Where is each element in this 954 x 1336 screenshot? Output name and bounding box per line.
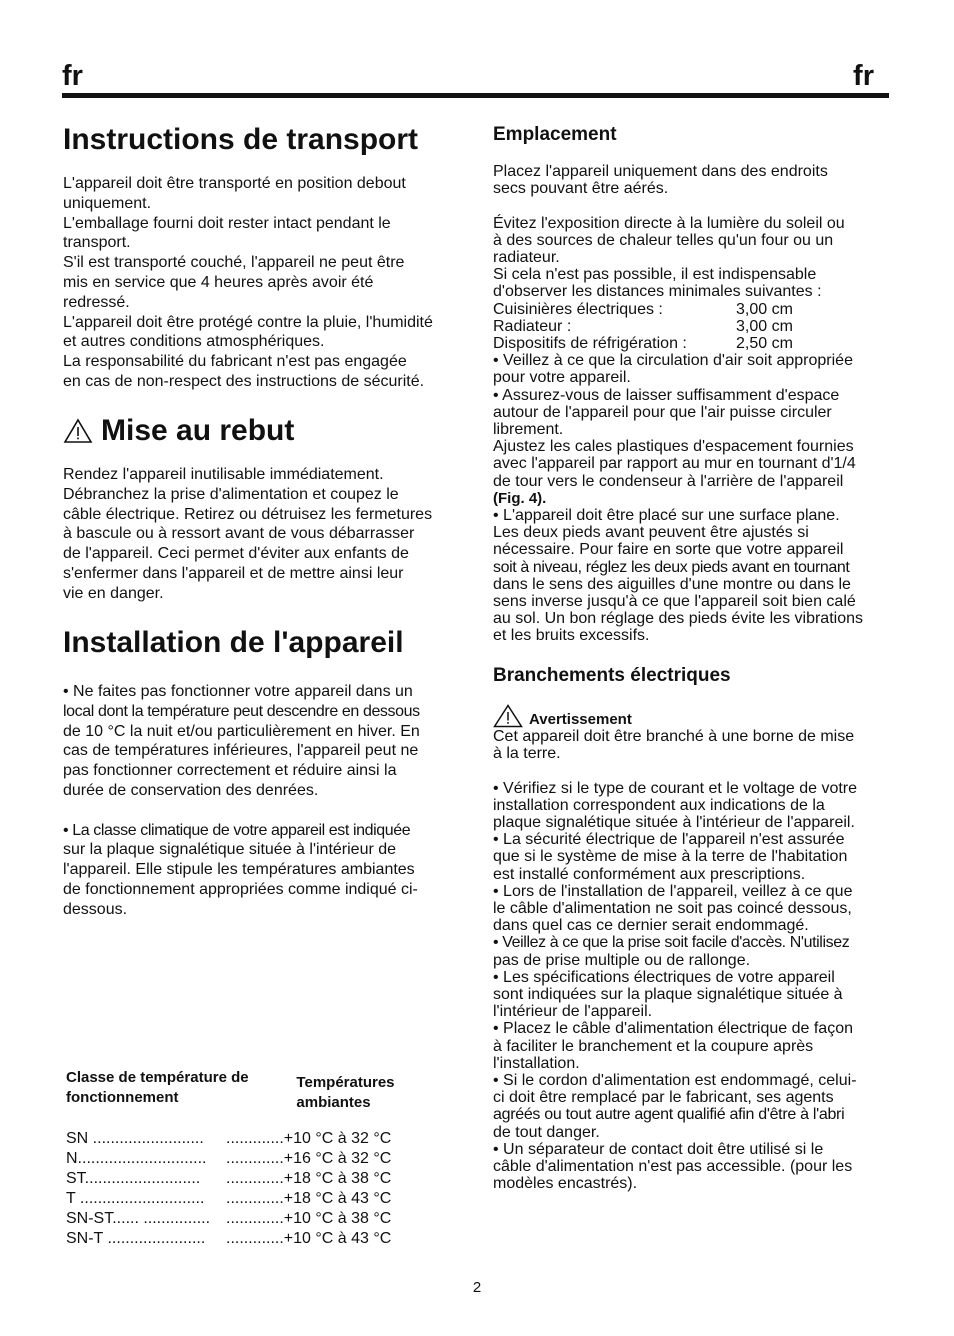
text-line: l'intérieur de l'appareil. (493, 1003, 653, 1021)
text-line: redressé. (63, 293, 130, 311)
distance-value: 3,00 cm (736, 317, 793, 335)
text-line: local dont la température peut descendre en dessous (63, 702, 420, 720)
text-line: à bascule ou à ressort avant de vous débarrasser (63, 525, 415, 543)
text-line: que si le système de mise à la terre de l'habitation (493, 848, 848, 866)
distance-label: Radiateur : (493, 317, 572, 335)
emplacement-title: Emplacement (493, 124, 617, 145)
climate-class: T ............................ (66, 1190, 205, 1207)
text-line: durée de conservation des denrées. (63, 781, 319, 799)
text-line: • Veillez à ce que la circulation d'air soit appropriée (493, 352, 853, 370)
warning-icon (63, 418, 93, 444)
text-line: l'installation. (493, 1054, 580, 1072)
text-line: l'appareil. Elle stipule les températures ambiantes (63, 861, 415, 879)
temperature-range: .............+16 °C à 32 °C (226, 1150, 392, 1167)
distance-row (493, 335, 893, 352)
distance-label: Cuisinières électriques : (493, 300, 663, 318)
climate-class-table (66, 1068, 466, 1249)
text-line: câble d'alimentation n'est pas accessible. (pour les (493, 1158, 853, 1176)
text-line: dessous. (63, 900, 128, 918)
warning-label: Avertissement (529, 711, 632, 728)
text-line: modèles encastrés). (493, 1175, 638, 1193)
text-line: S'il est transporté couché, l'appareil ne peut être (63, 254, 405, 272)
text-line: de tout danger. (493, 1123, 600, 1141)
text-line: s'enfermer dans l'appareil et de mettre ainsi leur (63, 564, 404, 582)
temperature-range: .............+18 °C à 43 °C (226, 1190, 392, 1207)
climate-class: SN ......................... (66, 1130, 204, 1147)
temperature-range: .............+10 °C à 32 °C (226, 1130, 392, 1147)
text-line: La responsabilité du fabricant n'est pas engagée (63, 353, 407, 371)
electrical-bullets (493, 780, 893, 1193)
text-line: agréés ou tout autre agent qualifié afin d'être à l'abri (493, 1106, 845, 1124)
text-line: nécessaire. Pour faire en sorte que votre appareil (493, 541, 844, 559)
distance-label: Dispositifs de réfrigération : (493, 335, 687, 353)
text-line: ci doit être remplacé par le fabricant, ses agents (493, 1089, 834, 1107)
header-class-line-1: Classe de température de (66, 1069, 249, 1086)
temperature-range: .............+18 °C à 38 °C (226, 1170, 392, 1187)
distance-value: 2,50 cm (736, 335, 793, 353)
text-line: Ajustez les cales plastiques d'espacement fournies (493, 438, 854, 456)
transport-title: Instructions de transport (63, 123, 419, 156)
table-row (66, 1229, 466, 1249)
text-line: L'appareil doit être transporté en position debout (63, 175, 406, 192)
text-line: dans le sens des aiguilles d'une montre ou dans le (493, 575, 851, 593)
table-row (66, 1189, 466, 1209)
text-line: avec l'appareil par rapport au mur en tournant d'1/4 (493, 455, 856, 473)
page-number: 2 (472, 1279, 482, 1296)
header-temp-line-2: ambiantes (296, 1094, 371, 1111)
text-line: vie en danger. (63, 584, 164, 602)
distance-row (493, 318, 893, 335)
text-line: • Assurez-vous de laisser suffisamment d'espace (493, 386, 840, 404)
table-header (66, 1068, 466, 1113)
text-line: de l'appareil. Ceci permet d'éviter aux enfants de (63, 545, 409, 563)
text-line: • L'appareil doit être placé sur une surface plane. (493, 507, 840, 525)
text-line: • Les spécifications électriques de votre appareil (493, 968, 835, 986)
installation-section (63, 625, 463, 920)
warning-header (493, 705, 893, 728)
climate-class: SN-T ...................... (66, 1230, 206, 1247)
text-line: en cas de non-respect des instructions de sécurité. (63, 372, 425, 390)
text-line: L'emballage fourni doit rester intact pendant le (63, 214, 391, 232)
installation-para-1 (63, 682, 463, 801)
text-line: uniquement. (63, 194, 152, 212)
text-line: à des sources de chaleur telles qu'un four ou un (493, 231, 834, 249)
text-line: dans quel cas ce dernier serait endommagé. (493, 917, 809, 935)
transport-body (63, 174, 463, 392)
text-line: cas de températures inférieures, l'appareil peut ne (63, 742, 419, 760)
text-line: pas de prise multiple ou de rallonge. (493, 951, 751, 969)
text-line: • Lors de l'installation de l'appareil, veillez à ce que (493, 882, 853, 900)
header-class-line-2: fonctionnement (66, 1089, 179, 1106)
text-line: soit à niveau, réglez les deux pieds avant en tournant (493, 558, 850, 576)
table-row (66, 1129, 466, 1149)
text-line: est installé conformément aux prescriptions. (493, 865, 806, 883)
climate-class: N............................. (66, 1150, 207, 1167)
text-line: Les deux pieds avant peuvent être ajustés si (493, 524, 809, 542)
figure-reference: (Fig. 4). (493, 489, 547, 507)
text-line: • Vérifiez si le type de courant et le voltage de votre (493, 779, 858, 797)
text-line: librement. (493, 421, 564, 439)
climate-class: ST.......................... (66, 1170, 201, 1187)
header-temp-line-1: Températures (296, 1074, 395, 1091)
table-row (66, 1149, 466, 1169)
text-line: • Ne faites pas fonctionner votre appareil dans un (63, 683, 413, 700)
language-label-left: fr (62, 60, 83, 92)
text-line: autour de l'appareil pour que l'air puisse circuler (493, 403, 832, 421)
transport-section (63, 122, 463, 392)
text-line: de tour vers le condenseur à l'arrière de l'appareil (493, 472, 844, 490)
text-line: et autres conditions atmosphériques. (63, 333, 325, 351)
text-line: de 10 °C la nuit et/ou particulièrement en hiver. En (63, 722, 420, 740)
text-line: d'observer les distances minimales suivantes : (493, 283, 822, 301)
text-line: et les bruits excessifs. (493, 627, 650, 645)
text-line: Rendez l'appareil inutilisable immédiatement. (63, 466, 384, 483)
text-line: Débranchez la prise d'alimentation et coupez le (63, 485, 399, 503)
text-line: • La classe climatique de votre appareil est indiquée (63, 821, 411, 839)
text-line: L'appareil doit être protégé contre la pluie, l'humidité (63, 313, 433, 331)
text-line: Cet appareil doit être branché à une borne de mise (493, 728, 855, 745)
warning-icon (493, 704, 523, 728)
text-line: installation correspondent aux indications de la (493, 796, 825, 814)
installation-para-2 (63, 821, 463, 920)
emplacement-section (493, 123, 893, 645)
text-line: le câble d'alimentation ne soit pas coincé dessous, (493, 900, 852, 918)
text-line: • Veillez à ce que la prise soit facile d'accès. N'utilisez (493, 934, 850, 952)
installation-title: Installation de l'appareil (63, 626, 404, 659)
header-rule (62, 93, 889, 98)
disposal-section (63, 413, 463, 604)
distance-row (493, 301, 893, 318)
table-row (66, 1169, 466, 1189)
text-line: câble électrique. Retirez ou détruisez les fermetures (63, 505, 433, 523)
text-line: radiateur. (493, 249, 560, 266)
distance-value: 3,00 cm (736, 300, 793, 318)
text-line: secs pouvant être aérés. (493, 180, 669, 198)
text-line: à faciliter le branchement et la coupure après (493, 1037, 814, 1055)
text-line: mis en service que 4 heures après avoir été (63, 273, 374, 291)
text-line: Évitez l'exposition directe à la lumière du soleil ou (493, 214, 845, 232)
text-line: transport. (63, 234, 131, 252)
distances-list (493, 301, 893, 353)
climate-class: SN-ST...... ............... (66, 1210, 211, 1227)
text-line: pas fonctionner correctement et réduire ainsi la (63, 762, 397, 780)
text-line: • La sécurité électrique de l'appareil n'est assurée (493, 831, 845, 849)
table-row (66, 1209, 466, 1229)
text-line: plaque signalétique située à l'intérieur de l'appareil. (493, 814, 855, 831)
text-line: • Si le cordon d'alimentation est endommagé, celui- (493, 1072, 857, 1090)
text-line: • Placez le câble d'alimentation électrique de façon (493, 1020, 853, 1038)
language-label-right: fr (853, 60, 874, 92)
electrical-section (493, 664, 893, 1192)
temperature-range: .............+10 °C à 38 °C (226, 1210, 392, 1227)
text-line: au sol. Un bon réglage des pieds évite les vibrations (493, 610, 863, 628)
text-line: Placez l'appareil uniquement dans des endroits (493, 163, 828, 180)
disposal-body (63, 465, 463, 604)
text-line: sur la plaque signalétique située à l'intérieur de (63, 841, 397, 859)
text-line: sens inverse jusqu'à ce que l'appareil soit bien calé (493, 593, 856, 611)
text-line: sont indiquées sur la plaque signalétique située à (493, 986, 843, 1004)
disposal-title: Mise au rebut (101, 414, 295, 447)
text-line: de fonctionnement appropriées comme indiqué ci- (63, 880, 418, 898)
text-line: • Un séparateur de contact doit être utilisé si le (493, 1140, 824, 1158)
temperature-range: .............+10 °C à 43 °C (226, 1230, 392, 1247)
text-line: pour votre appareil. (493, 369, 631, 387)
electrical-title: Branchements électriques (493, 665, 731, 686)
text-line: Si cela n'est pas possible, il est indispensable (493, 266, 817, 284)
text-line: à la terre. (493, 745, 561, 763)
